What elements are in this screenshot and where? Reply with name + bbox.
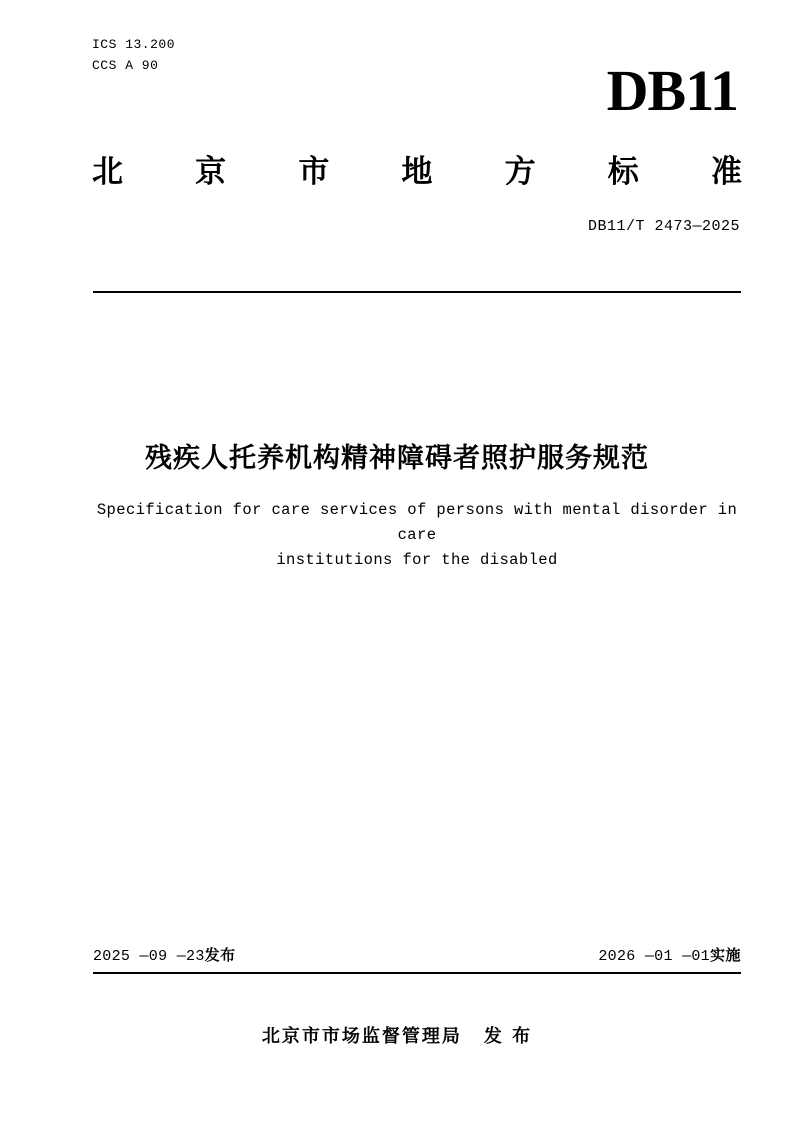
document-title-chinese: 残疾人托养机构精神障碍者照护服务规范 bbox=[145, 443, 649, 474]
title-char-4: 方 bbox=[504, 154, 536, 190]
title-char-2: 市 bbox=[298, 154, 330, 190]
title-char-3: 地 bbox=[401, 154, 433, 190]
issue-date-group bbox=[93, 944, 236, 965]
document-title-english-line2: institutions for the disabled bbox=[276, 551, 558, 569]
publisher-line bbox=[0, 1022, 794, 1048]
title-char-0: 北 bbox=[92, 154, 123, 190]
classification-codes bbox=[92, 34, 175, 76]
effective-date-label: 实施 bbox=[709, 946, 741, 964]
standard-type-title bbox=[92, 146, 742, 191]
title-char-5: 标 bbox=[607, 154, 639, 190]
issue-date: 2025 —09 —23 bbox=[93, 948, 205, 965]
standard-number: DB11/T 2473—2025 bbox=[587, 218, 740, 235]
dates-row bbox=[93, 944, 741, 965]
document-title-english-line1: Specification for care services of persons with mental disorder in care bbox=[96, 501, 738, 544]
publisher-name: 北京市市场监督管理局 bbox=[261, 1026, 462, 1047]
title-char-1: 京 bbox=[195, 154, 227, 190]
document-title-english bbox=[92, 498, 742, 573]
issue-date-label: 发布 bbox=[204, 946, 236, 964]
footer-divider bbox=[93, 972, 741, 974]
effective-date-group bbox=[598, 944, 741, 965]
ccs-code: CCS A 90 bbox=[92, 58, 159, 73]
db11-logo: DB11 bbox=[606, 58, 738, 123]
ics-code: ICS 13.200 bbox=[92, 37, 176, 52]
publisher-action: 发 布 bbox=[483, 1026, 533, 1047]
effective-date: 2026 —01 —01 bbox=[598, 948, 710, 965]
header-divider bbox=[93, 291, 741, 293]
title-char-6: 准 bbox=[710, 154, 742, 190]
